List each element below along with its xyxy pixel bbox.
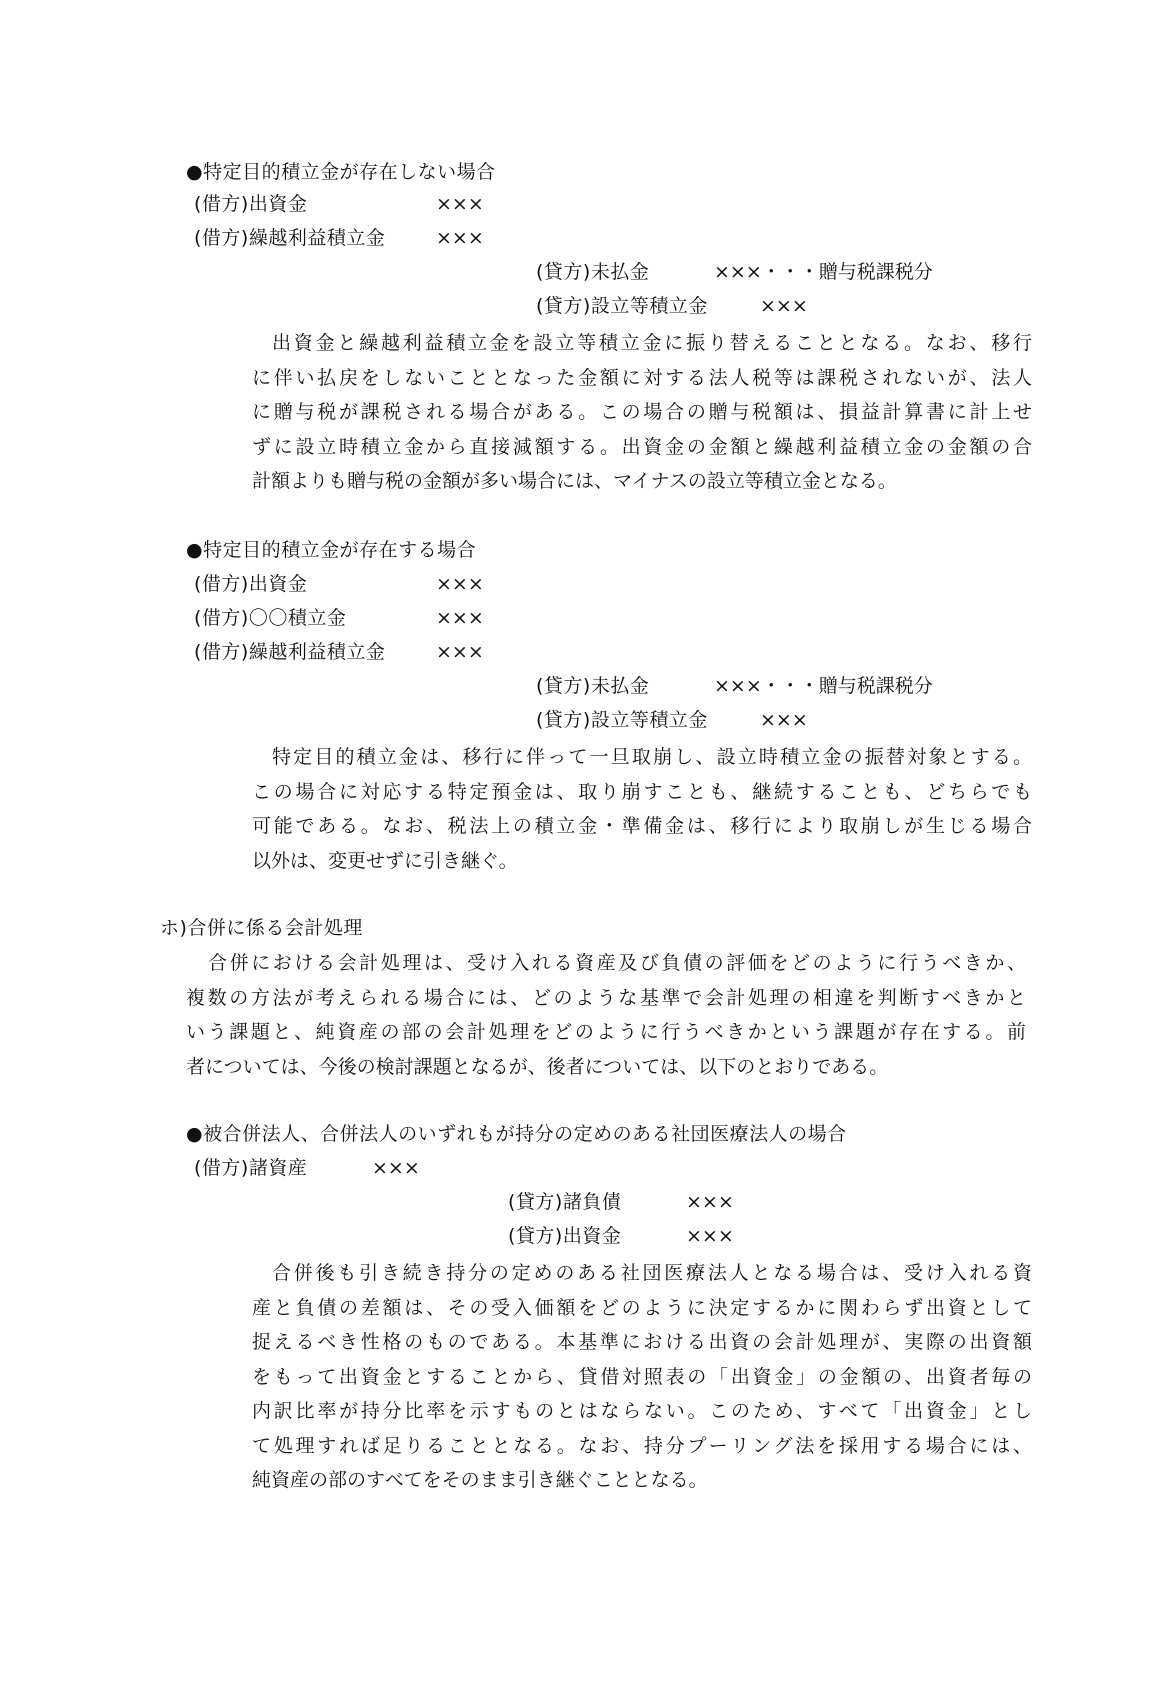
journal-debit-amount: ××× xyxy=(436,641,484,663)
journal-credit-account: (貸方)未払金 xyxy=(536,675,650,697)
journal-debit-account: (借方)諸資産 xyxy=(194,1157,308,1179)
journal-debit-account: (借方)出資金 xyxy=(194,193,308,215)
paragraph-line: 出資金と繰越利益積立金を設立等積立金に振り替えることとなる。なお、移行 xyxy=(272,332,1032,354)
paragraph-line: 内訳比率が持分比率を示すものとはならない。このため、すべて「出資金」とし xyxy=(252,1400,1032,1422)
paragraph-line: 計額よりも贈与税の金額が多い場合には、マイナスの設立等積立金となる。 xyxy=(252,470,897,492)
journal-credit-amount: ××× xyxy=(686,1191,734,1213)
section-heading-merger-accounting: ホ)合併に係る会計処理 xyxy=(160,917,363,939)
journal-debit-amount: ××× xyxy=(436,607,484,629)
paragraph-line: に贈与税が課税される場合がある。この場合の贈与税額は、損益計算書に計上せ xyxy=(252,401,1032,423)
journal-credit-account: (貸方)設立等積立金 xyxy=(536,295,708,317)
paragraph-line: 純資産の部のすべてをそのまま引き継ぐこととなる。 xyxy=(252,1469,708,1491)
journal-debit-amount: ××× xyxy=(436,193,484,215)
journal-credit-amount: ×××・・・贈与税課税分 xyxy=(714,675,933,697)
paragraph-line: をもって出資金とすることから、貸借対照表の「出資金」の金額の、出資者毎の xyxy=(252,1365,1032,1388)
paragraph-line: 合併後も引き続き持分の定めのある社団医療法人となる場合は、受け入れる資 xyxy=(272,1262,1032,1284)
paragraph-line: 者については、今後の検討課題となるが、後者については、以下のとおりである。 xyxy=(186,1055,889,1078)
paragraph-line: 合併における会計処理は、受け入れる資産及び負債の評価をどのように行うべきか、 xyxy=(208,952,1026,974)
section-heading-merger-case: ●被合併法人、合併法人のいずれもが持分の定めのある社団医療法人の場合 xyxy=(186,1123,847,1145)
paragraph-line: 複数の方法が考えられる場合には、どのような基準で会計処理の相違を判断すべきかと xyxy=(186,986,1026,1009)
journal-credit-account: (貸方)諸負債 xyxy=(508,1191,622,1213)
paragraph-line: て処理すれば足りることとなる。なお、持分プーリング法を採用する場合には、 xyxy=(252,1434,1032,1457)
paragraph-line: この場合に対応する特定預金は、取り崩すことも、継続することも、どちらでも xyxy=(252,780,1032,803)
journal-debit-amount: ××× xyxy=(436,227,484,249)
journal-credit-amount: ××× xyxy=(760,709,808,731)
journal-credit-account: (貸方)未払金 xyxy=(536,261,650,283)
section-heading-no-specific-reserve: ●特定目的積立金が存在しない場合 xyxy=(186,161,496,183)
paragraph-line: 産と負債の差額は、その受入価額をどのように決定するかに関わらず出資として xyxy=(252,1296,1032,1319)
section2-paragraph xyxy=(252,740,1032,878)
journal-debit-account: (借方)〇〇積立金 xyxy=(194,607,347,629)
journal-debit-account: (借方)出資金 xyxy=(194,573,308,595)
paragraph-line: 可能である。なお、税法上の積立金・準備金は、移行により取崩しが生じる場合 xyxy=(252,815,1032,837)
journal-debit-account: (借方)繰越利益積立金 xyxy=(194,227,386,249)
journal-credit-account: (貸方)出資金 xyxy=(508,1225,622,1247)
section3-paragraph xyxy=(186,946,1026,1084)
paragraph-line: いう課題と、純資産の部の会計処理をどのように行うべきかという課題が存在する。前 xyxy=(186,1021,1026,1043)
journal-credit-amount: ××× xyxy=(760,295,808,317)
journal-credit-amount: ×××・・・贈与税課税分 xyxy=(714,261,933,283)
journal-credit-amount: ××× xyxy=(686,1225,734,1247)
paragraph-line: 以外は、変更せずに引き継ぐ。 xyxy=(252,849,518,872)
paragraph-line: ずに設立時積立金から直接減額する。出資金の金額と繰越利益積立金の金額の合 xyxy=(252,435,1032,458)
journal-debit-amount: ××× xyxy=(372,1157,420,1179)
paragraph-line: に伴い払戻をしないこととなった金額に対する法人税等は課税されないが、法人 xyxy=(252,366,1032,389)
paragraph-line: 特定目的積立金は、移行に伴って一旦取崩し、設立時積立金の振替対象とする。 xyxy=(272,746,1032,768)
journal-debit-amount: ××× xyxy=(436,573,484,595)
journal-debit-account: (借方)繰越利益積立金 xyxy=(194,641,386,663)
section4-paragraph xyxy=(252,1256,1032,1498)
section-heading-specific-reserve: ●特定目的積立金が存在する場合 xyxy=(186,539,477,561)
journal-credit-account: (貸方)設立等積立金 xyxy=(536,709,708,731)
section1-paragraph xyxy=(252,326,1032,499)
paragraph-line: 捉えるべき性格のものである。本基準における出資の会計処理が、実際の出資額 xyxy=(252,1331,1032,1353)
